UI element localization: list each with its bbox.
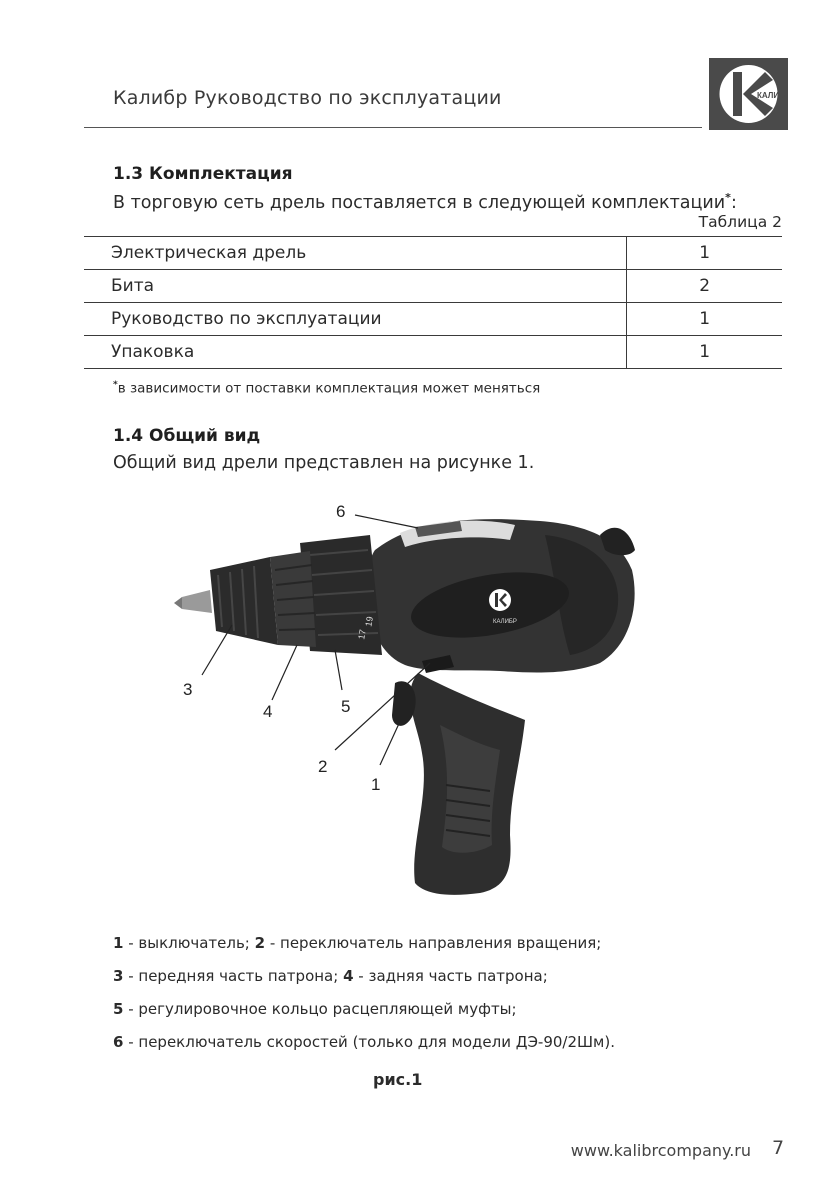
bit [182,590,212,613]
logo-text: КАЛИБР [757,91,788,100]
table-cell-qty: 1 [627,336,782,369]
section-intro-1-3: В торговую сеть дрель поставляется в следующей комплектации*: [113,191,737,213]
clutch-mark: 19 [363,615,376,628]
table-cell-qty: 1 [627,303,782,336]
callout-6: 6 [336,502,346,521]
clutch-mark: 17 [356,628,368,641]
drill-logo-text: КАЛИБР [493,619,517,625]
legend-line: 5 - регулировочное кольцо расцепляющей муфты; [113,1000,517,1018]
section-title-1-3: 1.3 Комплектация [113,164,293,184]
table-row [84,303,782,336]
figure-caption: рис.1 [373,1070,423,1089]
callout-2: 2 [318,757,328,776]
trigger [392,681,416,726]
table-cell-name: Упаковка [84,336,627,369]
table-cell-name: Электрическая дрель [84,237,627,270]
header-rule [84,127,702,128]
callout-5: 5 [341,697,351,716]
legend-line: 6 - переключатель скоростей (только для модели ДЭ-90/2Шм). [113,1033,615,1051]
kit-table [84,236,782,369]
callout-4: 4 [263,702,273,721]
brand-logo [709,58,788,130]
callout-1: 1 [371,775,381,794]
footer-url: www.kalibrcompany.ru [570,1141,751,1160]
table-cell-qty: 2 [627,270,782,303]
table-cell-name: Бита [84,270,627,303]
table-row [84,237,782,270]
table-row [84,270,782,303]
section-title-1-4: 1.4 Общий вид [113,426,261,446]
page-number: 7 [772,1137,785,1159]
table-row [84,336,782,369]
header-title: Калибр Руководство по эксплуатации [113,87,502,109]
callout-3: 3 [183,680,193,699]
table-caption: Таблица 2 [698,213,782,231]
legend-line: 3 - передняя часть патрона; 4 - задняя часть патрона; [113,967,548,985]
section-intro-1-4: Общий вид дрели представлен на рисунке 1. [113,453,535,473]
footnote: *в зависимости от поставки комплектация может меняться [113,380,541,397]
drill-figure [160,495,680,915]
table-cell-qty: 1 [627,237,782,270]
legend-line: 1 - выключатель; 2 - переключатель направления вращения; [113,934,602,952]
table-cell-name: Руководство по эксплуатации [84,303,627,336]
